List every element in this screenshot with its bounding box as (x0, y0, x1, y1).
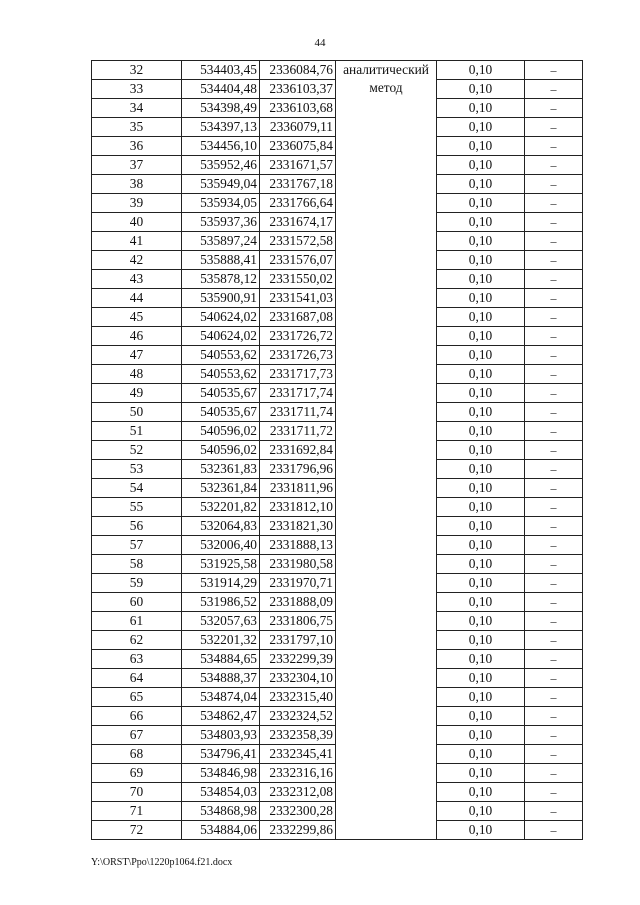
note-cell: – (525, 783, 583, 802)
precision-cell: 0,10 (437, 156, 525, 175)
point-number-cell: 55 (92, 498, 182, 517)
y-coordinate-cell: 2331970,71 (260, 574, 336, 593)
x-coordinate-cell: 532361,84 (182, 479, 260, 498)
x-coordinate-cell: 532057,63 (182, 612, 260, 631)
x-coordinate-cell: 540553,62 (182, 365, 260, 384)
note-cell: – (525, 232, 583, 251)
note-cell: – (525, 403, 583, 422)
method-cell: аналитический метод (336, 61, 437, 840)
precision-cell: 0,10 (437, 441, 525, 460)
precision-cell: 0,10 (437, 650, 525, 669)
y-coordinate-cell: 2331674,17 (260, 213, 336, 232)
note-cell: – (525, 612, 583, 631)
y-coordinate-cell: 2332299,39 (260, 650, 336, 669)
note-cell: – (525, 764, 583, 783)
y-coordinate-cell: 2331821,30 (260, 517, 336, 536)
precision-cell: 0,10 (437, 498, 525, 517)
x-coordinate-cell: 535934,05 (182, 194, 260, 213)
point-number-cell: 69 (92, 764, 182, 783)
precision-cell: 0,10 (437, 365, 525, 384)
note-cell: – (525, 688, 583, 707)
precision-cell: 0,10 (437, 61, 525, 80)
point-number-cell: 51 (92, 422, 182, 441)
point-number-cell: 36 (92, 137, 182, 156)
x-coordinate-cell: 535937,36 (182, 213, 260, 232)
y-coordinate-cell: 2331980,58 (260, 555, 336, 574)
note-cell: – (525, 156, 583, 175)
y-coordinate-cell: 2336103,68 (260, 99, 336, 118)
x-coordinate-cell: 531914,29 (182, 574, 260, 593)
y-coordinate-cell: 2331806,75 (260, 612, 336, 631)
x-coordinate-cell: 535952,46 (182, 156, 260, 175)
note-cell: – (525, 498, 583, 517)
precision-cell: 0,10 (437, 346, 525, 365)
precision-cell: 0,10 (437, 175, 525, 194)
precision-cell: 0,10 (437, 612, 525, 631)
x-coordinate-cell: 540624,02 (182, 327, 260, 346)
point-number-cell: 57 (92, 536, 182, 555)
point-number-cell: 54 (92, 479, 182, 498)
point-number-cell: 67 (92, 726, 182, 745)
x-coordinate-cell: 535878,12 (182, 270, 260, 289)
x-coordinate-cell: 535900,91 (182, 289, 260, 308)
precision-cell: 0,10 (437, 783, 525, 802)
page-number: 44 (314, 37, 326, 49)
table-body (92, 61, 583, 840)
point-number-cell: 40 (92, 213, 182, 232)
point-number-cell: 62 (92, 631, 182, 650)
point-number-cell: 33 (92, 80, 182, 99)
y-coordinate-cell: 2332300,28 (260, 802, 336, 821)
note-cell: – (525, 289, 583, 308)
point-number-cell: 53 (92, 460, 182, 479)
note-cell: – (525, 118, 583, 137)
precision-cell: 0,10 (437, 384, 525, 403)
y-coordinate-cell: 2331717,73 (260, 365, 336, 384)
x-coordinate-cell: 540596,02 (182, 422, 260, 441)
note-cell: – (525, 593, 583, 612)
point-number-cell: 64 (92, 669, 182, 688)
y-coordinate-cell: 2331888,13 (260, 536, 336, 555)
y-coordinate-cell: 2331711,74 (260, 403, 336, 422)
point-number-cell: 47 (92, 346, 182, 365)
precision-cell: 0,10 (437, 308, 525, 327)
note-cell: – (525, 80, 583, 99)
x-coordinate-cell: 534796,41 (182, 745, 260, 764)
x-coordinate-cell: 534398,49 (182, 99, 260, 118)
x-coordinate-cell: 534884,06 (182, 821, 260, 840)
y-coordinate-cell: 2336103,37 (260, 80, 336, 99)
precision-cell: 0,10 (437, 517, 525, 536)
precision-cell: 0,10 (437, 327, 525, 346)
y-coordinate-cell: 2331812,10 (260, 498, 336, 517)
y-coordinate-cell: 2331687,08 (260, 308, 336, 327)
point-number-cell: 46 (92, 327, 182, 346)
point-number-cell: 60 (92, 593, 182, 612)
x-coordinate-cell: 534862,47 (182, 707, 260, 726)
precision-cell: 0,10 (437, 745, 525, 764)
x-coordinate-cell: 534884,65 (182, 650, 260, 669)
point-number-cell: 42 (92, 251, 182, 270)
x-coordinate-cell: 534403,45 (182, 61, 260, 80)
precision-cell: 0,10 (437, 821, 525, 840)
note-cell: – (525, 517, 583, 536)
precision-cell: 0,10 (437, 232, 525, 251)
x-coordinate-cell: 534404,48 (182, 80, 260, 99)
y-coordinate-cell: 2331766,64 (260, 194, 336, 213)
x-coordinate-cell: 540535,67 (182, 403, 260, 422)
note-cell: – (525, 99, 583, 118)
point-number-cell: 68 (92, 745, 182, 764)
y-coordinate-cell: 2331888,09 (260, 593, 336, 612)
precision-cell: 0,10 (437, 194, 525, 213)
note-cell: – (525, 669, 583, 688)
precision-cell: 0,10 (437, 80, 525, 99)
note-cell: – (525, 251, 583, 270)
x-coordinate-cell: 540535,67 (182, 384, 260, 403)
point-number-cell: 41 (92, 232, 182, 251)
note-cell: – (525, 441, 583, 460)
y-coordinate-cell: 2336075,84 (260, 137, 336, 156)
point-number-cell: 56 (92, 517, 182, 536)
point-number-cell: 45 (92, 308, 182, 327)
precision-cell: 0,10 (437, 118, 525, 137)
y-coordinate-cell: 2331711,72 (260, 422, 336, 441)
note-cell: – (525, 631, 583, 650)
precision-cell: 0,10 (437, 688, 525, 707)
y-coordinate-cell: 2331797,10 (260, 631, 336, 650)
y-coordinate-cell: 2331541,03 (260, 289, 336, 308)
x-coordinate-cell: 532006,40 (182, 536, 260, 555)
note-cell: – (525, 213, 583, 232)
x-coordinate-cell: 532064,83 (182, 517, 260, 536)
y-coordinate-cell: 2331796,96 (260, 460, 336, 479)
note-cell: – (525, 422, 583, 441)
y-coordinate-cell: 2331811,96 (260, 479, 336, 498)
note-cell: – (525, 308, 583, 327)
x-coordinate-cell: 540553,62 (182, 346, 260, 365)
table-row (92, 61, 583, 80)
precision-cell: 0,10 (437, 764, 525, 783)
precision-cell: 0,10 (437, 99, 525, 118)
x-coordinate-cell: 534874,04 (182, 688, 260, 707)
note-cell: – (525, 365, 583, 384)
y-coordinate-cell: 2332324,52 (260, 707, 336, 726)
y-coordinate-cell: 2331671,57 (260, 156, 336, 175)
point-number-cell: 35 (92, 118, 182, 137)
x-coordinate-cell: 534397,13 (182, 118, 260, 137)
x-coordinate-cell: 540624,02 (182, 308, 260, 327)
precision-cell: 0,10 (437, 631, 525, 650)
point-number-cell: 63 (92, 650, 182, 669)
x-coordinate-cell: 534456,10 (182, 137, 260, 156)
y-coordinate-cell: 2331767,18 (260, 175, 336, 194)
x-coordinate-cell: 535888,41 (182, 251, 260, 270)
y-coordinate-cell: 2331717,74 (260, 384, 336, 403)
note-cell: – (525, 821, 583, 840)
point-number-cell: 49 (92, 384, 182, 403)
note-cell: – (525, 384, 583, 403)
y-coordinate-cell: 2331726,72 (260, 327, 336, 346)
precision-cell: 0,10 (437, 669, 525, 688)
y-coordinate-cell: 2332358,39 (260, 726, 336, 745)
precision-cell: 0,10 (437, 574, 525, 593)
note-cell: – (525, 137, 583, 156)
precision-cell: 0,10 (437, 555, 525, 574)
x-coordinate-cell: 535949,04 (182, 175, 260, 194)
x-coordinate-cell: 532201,32 (182, 631, 260, 650)
x-coordinate-cell: 531925,58 (182, 555, 260, 574)
x-coordinate-cell: 532201,82 (182, 498, 260, 517)
point-number-cell: 72 (92, 821, 182, 840)
point-number-cell: 66 (92, 707, 182, 726)
y-coordinate-cell: 2336079,11 (260, 118, 336, 137)
precision-cell: 0,10 (437, 422, 525, 441)
point-number-cell: 70 (92, 783, 182, 802)
y-coordinate-cell: 2331726,73 (260, 346, 336, 365)
coordinates-table (91, 60, 583, 840)
point-number-cell: 39 (92, 194, 182, 213)
x-coordinate-cell: 540596,02 (182, 441, 260, 460)
x-coordinate-cell: 534868,98 (182, 802, 260, 821)
note-cell: – (525, 479, 583, 498)
precision-cell: 0,10 (437, 593, 525, 612)
point-number-cell: 58 (92, 555, 182, 574)
note-cell: – (525, 574, 583, 593)
y-coordinate-cell: 2332304,10 (260, 669, 336, 688)
point-number-cell: 38 (92, 175, 182, 194)
precision-cell: 0,10 (437, 460, 525, 479)
x-coordinate-cell: 532361,83 (182, 460, 260, 479)
note-cell: – (525, 327, 583, 346)
note-cell: – (525, 555, 583, 574)
note-cell: – (525, 707, 583, 726)
precision-cell: 0,10 (437, 289, 525, 308)
y-coordinate-cell: 2332312,08 (260, 783, 336, 802)
precision-cell: 0,10 (437, 479, 525, 498)
precision-cell: 0,10 (437, 726, 525, 745)
precision-cell: 0,10 (437, 137, 525, 156)
y-coordinate-cell: 2332315,40 (260, 688, 336, 707)
precision-cell: 0,10 (437, 802, 525, 821)
note-cell: – (525, 536, 583, 555)
note-cell: – (525, 460, 583, 479)
y-coordinate-cell: 2331576,07 (260, 251, 336, 270)
note-cell: – (525, 346, 583, 365)
precision-cell: 0,10 (437, 707, 525, 726)
point-number-cell: 32 (92, 61, 182, 80)
point-number-cell: 59 (92, 574, 182, 593)
y-coordinate-cell: 2332299,86 (260, 821, 336, 840)
x-coordinate-cell: 534846,98 (182, 764, 260, 783)
y-coordinate-cell: 2331572,58 (260, 232, 336, 251)
note-cell: – (525, 61, 583, 80)
point-number-cell: 61 (92, 612, 182, 631)
precision-cell: 0,10 (437, 251, 525, 270)
y-coordinate-cell: 2331550,02 (260, 270, 336, 289)
note-cell: – (525, 745, 583, 764)
x-coordinate-cell: 534854,03 (182, 783, 260, 802)
precision-cell: 0,10 (437, 536, 525, 555)
y-coordinate-cell: 2331692,84 (260, 441, 336, 460)
note-cell: – (525, 175, 583, 194)
point-number-cell: 71 (92, 802, 182, 821)
precision-cell: 0,10 (437, 213, 525, 232)
point-number-cell: 34 (92, 99, 182, 118)
point-number-cell: 52 (92, 441, 182, 460)
note-cell: – (525, 726, 583, 745)
point-number-cell: 50 (92, 403, 182, 422)
note-cell: – (525, 270, 583, 289)
note-cell: – (525, 650, 583, 669)
note-cell: – (525, 802, 583, 821)
x-coordinate-cell: 534803,93 (182, 726, 260, 745)
precision-cell: 0,10 (437, 403, 525, 422)
point-number-cell: 44 (92, 289, 182, 308)
point-number-cell: 65 (92, 688, 182, 707)
y-coordinate-cell: 2336084,76 (260, 61, 336, 80)
x-coordinate-cell: 535897,24 (182, 232, 260, 251)
point-number-cell: 48 (92, 365, 182, 384)
point-number-cell: 43 (92, 270, 182, 289)
point-number-cell: 37 (92, 156, 182, 175)
y-coordinate-cell: 2332316,16 (260, 764, 336, 783)
note-cell: – (525, 194, 583, 213)
y-coordinate-cell: 2332345,41 (260, 745, 336, 764)
footer-file-path: Y:\ORST\Ppo\1220p1064.f21.docx (91, 857, 233, 868)
x-coordinate-cell: 531986,52 (182, 593, 260, 612)
x-coordinate-cell: 534888,37 (182, 669, 260, 688)
precision-cell: 0,10 (437, 270, 525, 289)
